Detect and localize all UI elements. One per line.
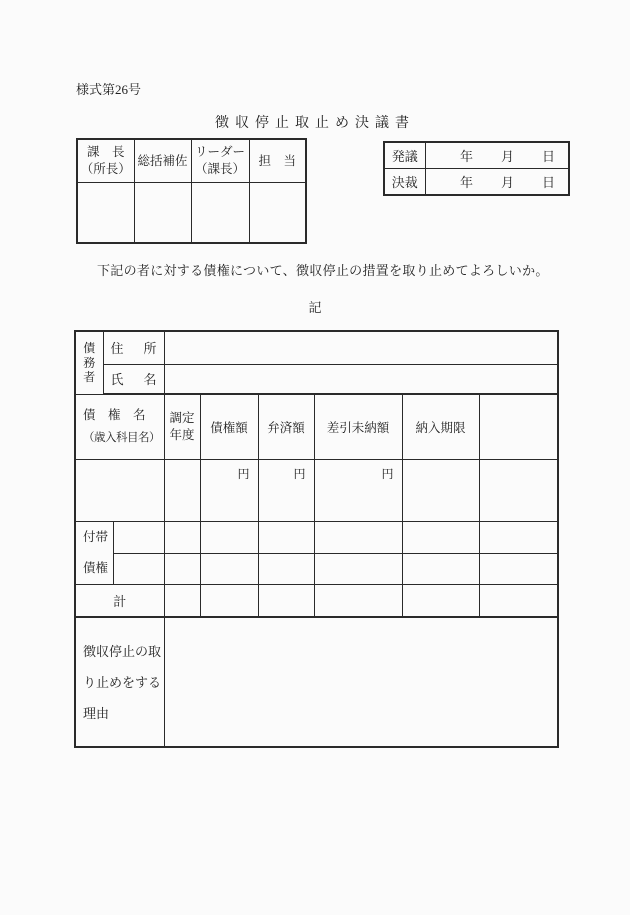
incidental-extra-cell-2[interactable] <box>479 553 558 584</box>
extra-cell[interactable] <box>479 459 558 521</box>
claims-table <box>74 330 559 748</box>
deadline-header: 納入期限 <box>402 394 479 459</box>
approval-stamp-cell-sokatsu-hosa[interactable] <box>134 183 191 244</box>
decision-date-table <box>383 141 570 196</box>
total-deadline-cell[interactable] <box>402 584 479 617</box>
month-label: 月 <box>500 175 514 190</box>
deadline-cell[interactable] <box>402 459 479 521</box>
approval-header-tanto: 担 当 <box>249 139 306 183</box>
year-label: 年 <box>459 149 473 164</box>
balance-header: 差引未納額 <box>314 394 402 459</box>
day-label: 日 <box>541 149 555 164</box>
incidental-claims-label: 付帯 債権 <box>75 521 113 584</box>
incidental-extra-cell-1[interactable] <box>479 521 558 553</box>
claim-amount-cell[interactable]: 円 <box>200 459 258 521</box>
name-value-cell[interactable] <box>164 364 558 394</box>
decision-date-row <box>384 169 569 196</box>
incidental-amount-cell-1[interactable] <box>200 521 258 553</box>
incidental-repayment-cell-1[interactable] <box>258 521 314 553</box>
incidental-name-cell-2[interactable] <box>113 553 164 584</box>
balance-cell[interactable]: 円 <box>314 459 402 521</box>
total-balance-cell[interactable] <box>314 584 402 617</box>
decision-date-cell[interactable] <box>425 169 569 196</box>
incidental-year-cell-2[interactable] <box>164 553 200 584</box>
address-value-cell[interactable] <box>164 331 558 364</box>
approval-header-sokatsu-hosa: 総括補佐 <box>134 139 191 183</box>
approval-table <box>76 138 307 244</box>
claim-amount-header: 債権額 <box>200 394 258 459</box>
approval-header-leader: リーダー （課長） <box>191 139 249 183</box>
incidental-amount-cell-2[interactable] <box>200 553 258 584</box>
extra-column-header <box>479 394 558 459</box>
approval-stamp-cell-leader[interactable] <box>191 183 249 244</box>
total-amount-cell[interactable] <box>200 584 258 617</box>
document-title: 徴収停止取止め決議書 <box>215 116 415 131</box>
claim-name-header: 債 権 名 （歳入科目名） <box>75 394 164 459</box>
year-label: 年 <box>459 175 473 190</box>
incidental-deadline-cell-2[interactable] <box>402 553 479 584</box>
proposal-label: 発議 <box>384 142 425 169</box>
approval-stamp-cell-kacho[interactable] <box>77 183 134 244</box>
total-extra-cell[interactable] <box>479 584 558 617</box>
incidental-balance-cell-1[interactable] <box>314 521 402 553</box>
total-label: 計 <box>75 584 164 617</box>
incidental-deadline-cell-1[interactable] <box>402 521 479 553</box>
reason-label: 徴収停止の取 り止めをする 理由 <box>75 617 164 747</box>
total-year-cell[interactable] <box>164 584 200 617</box>
incidental-year-cell-1[interactable] <box>164 521 200 553</box>
instruction-text: 下記の者に対する債権について、徴収停止の措置を取り止めてよろしいか。 <box>97 263 549 278</box>
approval-header-kacho: 課 長 （所長） <box>77 139 134 183</box>
debtor-group-label: 債 務 者 <box>75 331 103 394</box>
proposal-date-cell[interactable] <box>425 142 569 169</box>
form-number: 様式第26号 <box>76 82 142 97</box>
day-label: 日 <box>541 175 555 190</box>
repayment-header: 弁済額 <box>258 394 314 459</box>
total-repayment-cell[interactable] <box>258 584 314 617</box>
incidental-name-cell-1[interactable] <box>113 521 164 553</box>
fiscal-year-header: 調定 年度 <box>164 394 200 459</box>
reason-value-cell[interactable] <box>164 617 558 747</box>
approval-stamp-cell-tanto[interactable] <box>249 183 306 244</box>
incidental-repayment-cell-2[interactable] <box>258 553 314 584</box>
fiscal-year-cell[interactable] <box>164 459 200 521</box>
record-marker: 記 <box>308 300 322 315</box>
claim-name-cell[interactable] <box>75 459 164 521</box>
proposal-date-row <box>384 142 569 169</box>
repayment-cell[interactable]: 円 <box>258 459 314 521</box>
name-label: 氏 名 <box>103 364 164 394</box>
decision-label: 決裁 <box>384 169 425 196</box>
incidental-balance-cell-2[interactable] <box>314 553 402 584</box>
month-label: 月 <box>500 149 514 164</box>
address-label: 住 所 <box>103 331 164 364</box>
